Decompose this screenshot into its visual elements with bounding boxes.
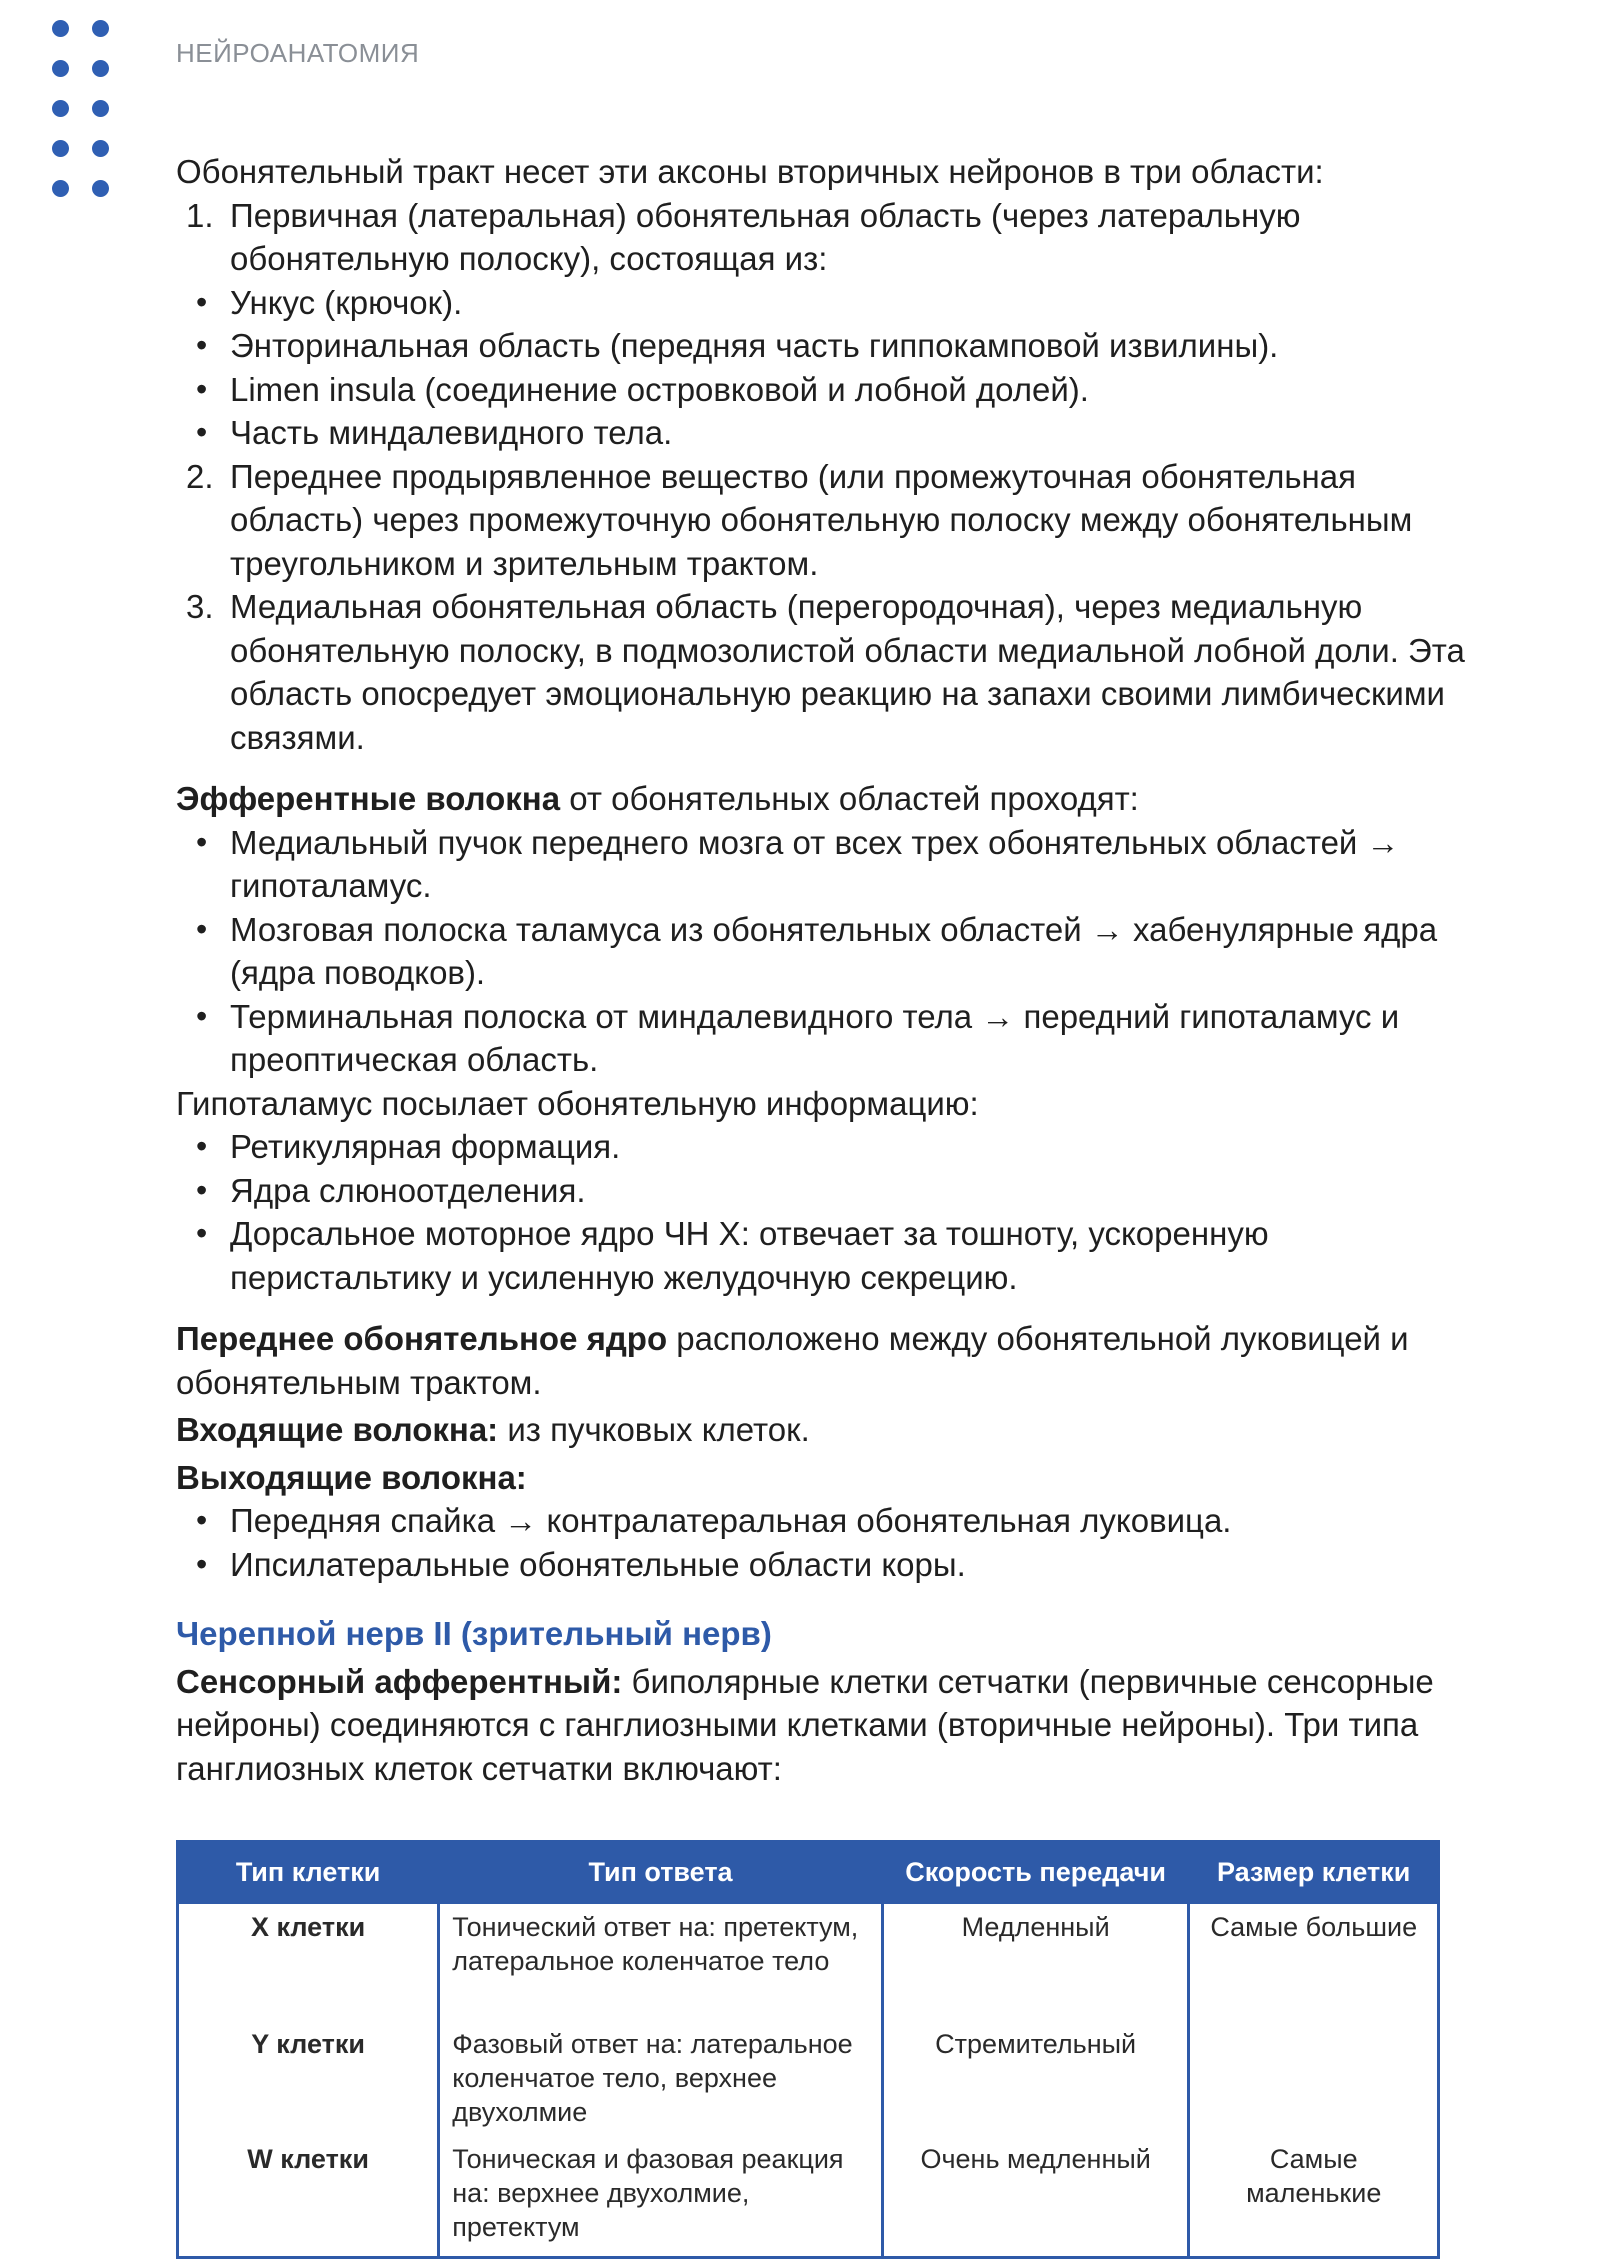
column-header: Размер клетки bbox=[1189, 1842, 1439, 1903]
table-row bbox=[178, 1903, 1439, 2021]
hypothalamus-paragraph: Гипоталамус посылает обонятельную информацию: bbox=[176, 1084, 979, 1122]
sensory-paragraph: Сенсорный афферентный: биполярные клетки сетчатки (первичные сенсорные нейроны) соединяются с ганглиозными клетками (вторичные нейроны). Три типа ганглиозных клеток сетчатки включают: bbox=[176, 1662, 1434, 1787]
list-item: • Передняя спайка → контралатеральная обонятельная луковица. bbox=[196, 1502, 1232, 1539]
list-item: 2. Переднее продырявленное вещество (или промежуточная обонятельная область) через промежуточную обонятельную полоску между обонятельным треугольником и зрительным трактом. bbox=[186, 457, 1413, 582]
list-item: • Мозговая полоска таламуса из обонятельных областей → хабенулярные ядра (ядра поводков). bbox=[196, 910, 1438, 991]
section-heading: Черепной нерв II (зрительный нерв) bbox=[176, 1615, 772, 1652]
running-header: НЕЙРОАНАТОМИЯ bbox=[176, 38, 420, 68]
incoming-fibers: Входящие волокна: из пучковых клеток. bbox=[176, 1411, 810, 1448]
table-cell: Медленный bbox=[882, 1903, 1189, 2021]
list-item: • Ункус (крючок). bbox=[196, 283, 463, 321]
list-item: • Дорсальное моторное ядро ЧН X: отвечает за тошноту, ускоренную перистальтику и усиленную желудочную секрецию. bbox=[196, 1215, 1269, 1296]
table-cell: Тонический ответ на: претектум, латеральное коленчатое тело bbox=[439, 1903, 883, 2021]
outgoing-list bbox=[176, 1499, 1466, 1586]
ganglion-cells-table bbox=[176, 1840, 1440, 2259]
column-header: Скорость передачи bbox=[882, 1842, 1189, 1903]
table-cell bbox=[1189, 2021, 1439, 2136]
list-item: • Ретикулярная формация. bbox=[196, 1128, 621, 1165]
page-body bbox=[176, 150, 1466, 1790]
table-row bbox=[178, 2021, 1439, 2136]
list-item: 3. Медиальная обонятельная область (перегородочная), через медиальную обонятельную полоску, в подмозолистой области медиальной лобной доли. Эта область опосредует эмоциональную реакцию на запахи своими лимбическими связями. bbox=[186, 588, 1465, 756]
table-cell: Тоническая и фазовая реакция на: верхнее двухолмие, претектум bbox=[439, 2136, 883, 2258]
outgoing-fibers: Выходящие волокна: bbox=[176, 1458, 527, 1496]
table-cell: X клетки bbox=[178, 1903, 439, 2021]
column-header: Тип ответа bbox=[439, 1842, 883, 1903]
table-cell: Самые большие bbox=[1189, 1903, 1439, 2021]
hypothalamus-list bbox=[176, 1125, 1466, 1299]
table-header-row bbox=[178, 1842, 1439, 1903]
table-row bbox=[178, 2136, 1439, 2258]
list-item: • Ядра слюноотделения. bbox=[196, 1171, 586, 1209]
table-cell: Самые маленькие bbox=[1189, 2136, 1439, 2258]
list-item: • Медиальный пучок переднего мозга от всех трех обонятельных областей → гипоталамус. bbox=[196, 823, 1400, 904]
table-cell: W клетки bbox=[178, 2136, 439, 2258]
efferent-list bbox=[176, 821, 1466, 1082]
list-item: 1. Первичная (латеральная) обонятельная область (через латеральную обонятельную полоску), состоящая из: bbox=[186, 196, 1301, 277]
table-cell: Фазовый ответ на: латеральное коленчатое тело, верхнее двухолмие bbox=[439, 2021, 883, 2136]
table-cell: Очень медленный bbox=[882, 2136, 1189, 2258]
efferent-paragraph: Эфферентные волокна от обонятельных областей проходят: bbox=[176, 780, 1139, 817]
list-item: • Limen insula (соединение островковой и лобной долей). bbox=[196, 370, 1089, 408]
list-item: • Терминальная полоска от миндалевидного тела → передний гипоталамус и преоптическая область. bbox=[196, 997, 1400, 1078]
list-item: • Часть миндалевидного тела. bbox=[196, 414, 673, 451]
table-cell: Стремительный bbox=[882, 2021, 1189, 2136]
list-item: • Энторинальная область (передняя часть гиппокамповой извилины). bbox=[196, 327, 1279, 364]
anterior-nucleus-paragraph: Переднее обонятельное ядро расположено между обонятельной луковицей и обонятельным трактом. bbox=[176, 1320, 1409, 1401]
table-cell: Y клетки bbox=[178, 2021, 439, 2136]
list-item: • Ипсилатеральные обонятельные области коры. bbox=[196, 1545, 966, 1583]
column-header: Тип клетки bbox=[178, 1842, 439, 1903]
areas-list bbox=[176, 194, 1466, 760]
intro-paragraph: Обонятельный тракт несет эти аксоны вторичных нейронов в три области: bbox=[176, 153, 1324, 190]
